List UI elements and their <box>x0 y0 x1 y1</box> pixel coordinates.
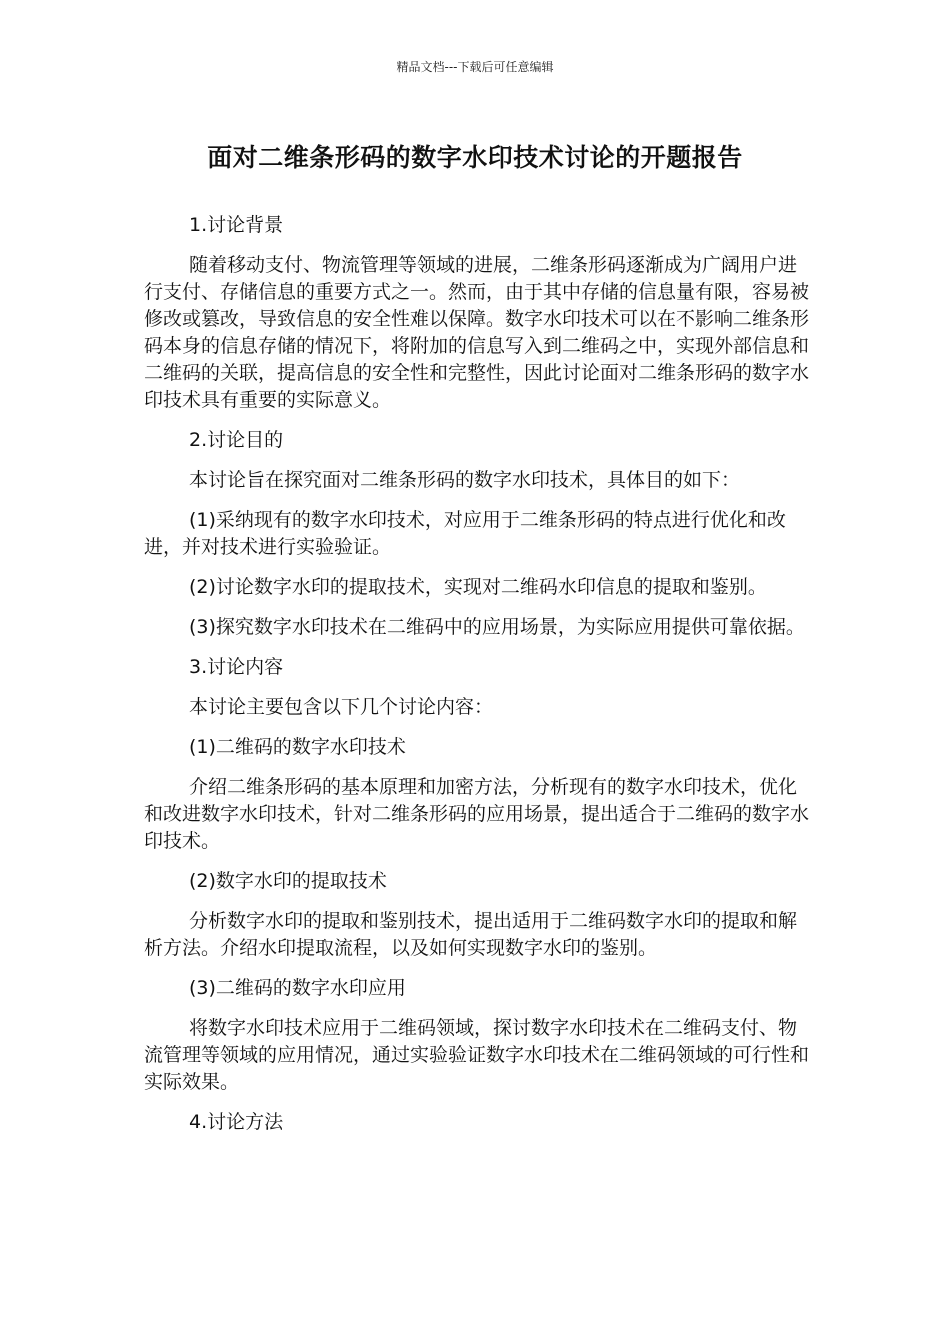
page-header-note: 精品文档---下载后可任意编辑 <box>396 60 554 74</box>
section-heading-method: 4.讨论方法 <box>189 1111 284 1133</box>
paragraph-purpose-1: (1)采纳现有的数字水印技术，对应用于二维条形码的特点进行优化和改进，并对技术进行实验验证。 <box>144 509 786 558</box>
paragraph-content-intro: 本讨论主要包含以下几个讨论内容： <box>189 696 494 718</box>
paragraph-purpose-2: (2)讨论数字水印的提取技术，实现对二维码水印信息的提取和鉴别。 <box>189 576 767 598</box>
document-title: 面对二维条形码的数字水印技术讨论的开题报告 <box>207 143 743 172</box>
section-heading-background: 1.讨论背景 <box>189 214 284 236</box>
paragraph-background: 随着移动支付、物流管理等领域的进展，二维条形码逐渐成为广阔用户进行支付、存储信息的重要方式之一。然而，由于其中存储的信息量有限，容易被修改或篡改，导致信息的安全性难以保障。数字水印技术可以在不影响二维条形码本身的信息存储的情况下，将附加的信息写入到二维码之中，实现外部信息和二维码的关联，提高信息的安全性和完整性，因此讨论面对二维条形码的数字水印技术具有重要的实际意义。 <box>144 254 810 411</box>
section-heading-purpose: 2.讨论目的 <box>189 429 284 451</box>
section-heading-content: 3.讨论内容 <box>189 656 284 678</box>
paragraph-extraction-tech: 分析数字水印的提取和鉴别技术，提出适用于二维码数字水印的提取和解析方法。介绍水印提取流程，以及如何实现数字水印的鉴别。 <box>144 910 798 959</box>
paragraph-purpose-3: (3)探究数字水印技术在二维码中的应用场景，为实际应用提供可靠依据。 <box>189 616 805 638</box>
document-body <box>144 212 814 1149</box>
paragraph-watermark-application: 将数字水印技术应用于二维码领域，探讨数字水印技术在二维码支付、物流管理等领域的应用情况，通过实验验证数字水印技术在二维码领域的可行性和实际效果。 <box>144 1017 810 1093</box>
subheading-watermark-tech: (1)二维码的数字水印技术 <box>189 736 406 758</box>
subheading-watermark-application: (3)二维码的数字水印应用 <box>189 977 406 999</box>
subheading-extraction-tech: (2)数字水印的提取技术 <box>189 870 387 892</box>
paragraph-purpose-intro: 本讨论旨在探究面对二维条形码的数字水印技术，具体目的如下： <box>189 469 741 491</box>
paragraph-watermark-tech: 介绍二维条形码的基本原理和加密方法，分析现有的数字水印技术，优化和改进数字水印技术，针对二维条形码的应用场景，提出适合于二维码的数字水印技术。 <box>144 776 810 852</box>
